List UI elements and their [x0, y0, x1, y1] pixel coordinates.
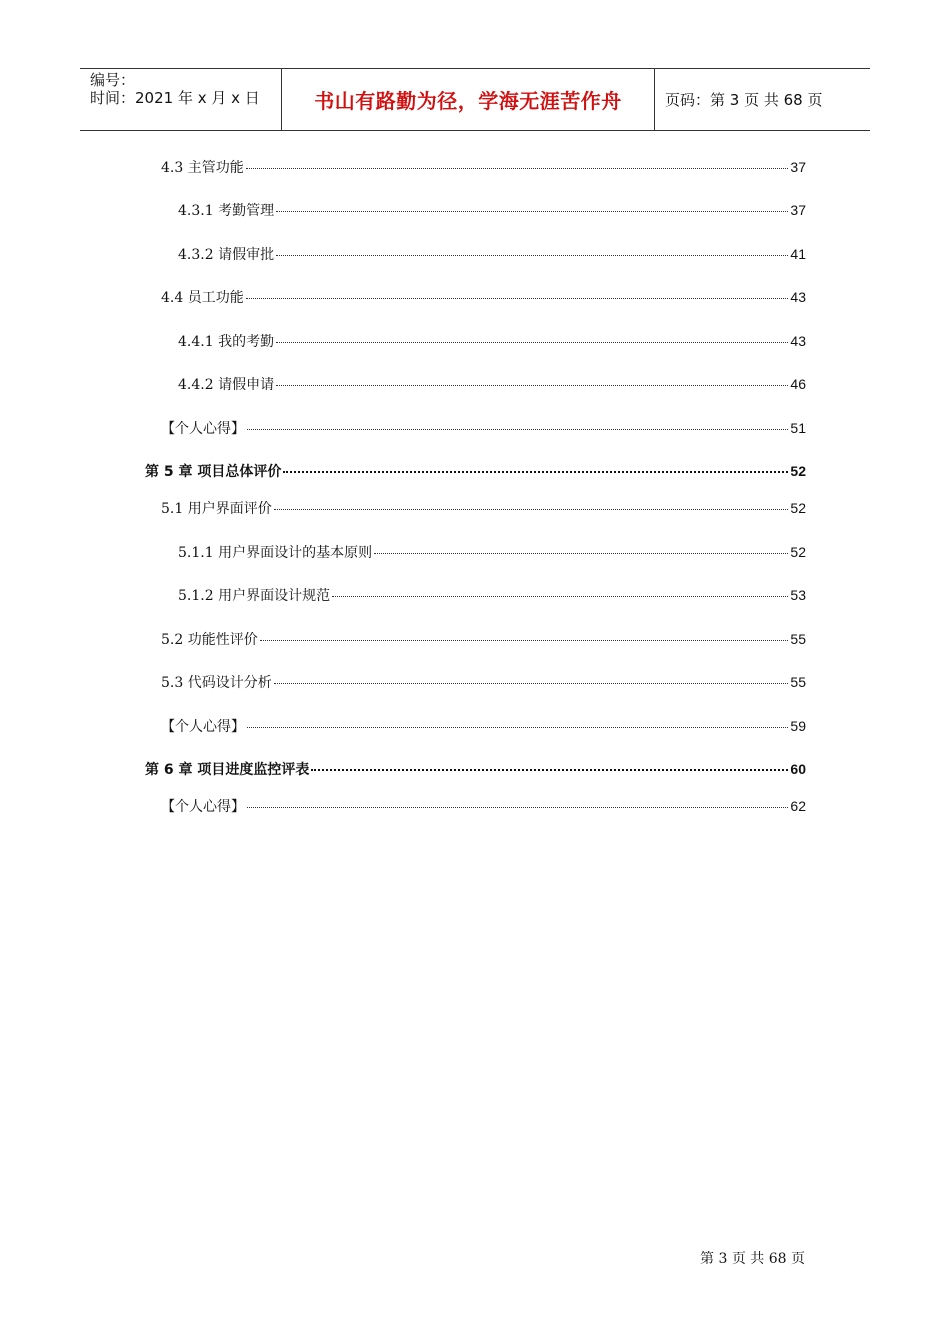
toc-entry-page: 55 — [790, 631, 806, 647]
toc-entry-page: 43 — [790, 333, 806, 349]
toc-entry[interactable] — [161, 419, 806, 438]
toc-entry[interactable] — [161, 630, 806, 649]
page-footer: 第 3 页 共 68 页 — [700, 1251, 805, 1267]
toc-entry[interactable] — [178, 375, 806, 394]
toc-entry[interactable] — [178, 543, 806, 562]
toc-entry-page: 46 — [790, 376, 806, 392]
toc-entry-page: 43 — [790, 289, 806, 305]
toc-dot-leader — [274, 683, 789, 684]
toc-entry-label: 5.3 代码设计分析 — [161, 675, 272, 691]
toc-entry-label: 5.1.1 用户界面设计的基本原则 — [178, 545, 373, 561]
toc-dot-leader — [276, 342, 788, 343]
toc-entry-label: 【个人心得】 — [161, 799, 245, 815]
toc-entry[interactable] — [178, 201, 806, 220]
toc-entry-label: 4.3.1 考勤管理 — [178, 203, 275, 219]
toc-entry-page: 55 — [790, 674, 806, 690]
toc-entry-page: 41 — [790, 246, 806, 262]
toc-entry-page: 52 — [790, 500, 806, 516]
toc-dot-leader — [247, 807, 788, 808]
toc-dot-leader — [283, 471, 788, 473]
toc-entry[interactable] — [161, 797, 806, 816]
toc-dot-leader — [311, 769, 788, 771]
header-motto-cell — [282, 69, 655, 130]
toc-dot-leader — [247, 727, 788, 728]
toc-dot-leader — [246, 168, 789, 169]
toc-dot-leader — [374, 553, 788, 554]
toc-entry-label: 4.4 员工功能 — [161, 290, 244, 306]
toc-dot-leader — [276, 211, 788, 212]
toc-entry[interactable] — [161, 288, 806, 307]
toc-entry[interactable] — [178, 245, 806, 264]
header-time-label: 时间：2021 年 x 月 x 日 — [90, 89, 260, 107]
toc-entry-label: 4.4.2 请假申请 — [178, 377, 275, 393]
toc-entry-label: 5.1 用户界面评价 — [161, 501, 272, 517]
toc-entry-page: 37 — [790, 202, 806, 218]
toc-entry-label: 【个人心得】 — [161, 719, 245, 735]
toc-dot-leader — [332, 596, 788, 597]
toc-entry[interactable] — [145, 760, 806, 779]
toc-entry-page: 52 — [790, 463, 806, 479]
toc-entry-page: 52 — [790, 544, 806, 560]
toc-entry-page: 37 — [790, 159, 806, 175]
toc-entry-page: 62 — [790, 798, 806, 814]
toc-dot-leader — [260, 640, 789, 641]
toc-entry-label: 4.3.2 请假审批 — [178, 247, 275, 263]
toc-entry[interactable] — [178, 332, 806, 351]
header-page-label: 页码：第 3 页 共 68 页 — [665, 91, 823, 109]
toc-entry-label: 【个人心得】 — [161, 421, 245, 437]
toc-entry-page: 60 — [790, 761, 806, 777]
toc-dot-leader — [246, 298, 789, 299]
document-header — [80, 68, 870, 131]
toc-entry-page: 51 — [790, 420, 806, 436]
toc-dot-leader — [276, 385, 788, 386]
toc-entry-label: 4.3 主管功能 — [161, 160, 244, 176]
toc-entry-label: 第 6 章 项目进度监控评表 — [145, 762, 310, 778]
header-info-cell — [80, 69, 282, 130]
toc-entry-label: 第 5 章 项目总体评价 — [145, 464, 282, 480]
toc-entry[interactable] — [161, 673, 806, 692]
toc-entry-label: 5.2 功能性评价 — [161, 632, 258, 648]
header-motto: 书山有路勤为径，学海无涯苦作舟 — [314, 89, 622, 113]
toc-entry[interactable] — [178, 586, 806, 605]
toc-entry-label: 5.1.2 用户界面设计规范 — [178, 588, 331, 604]
toc-dot-leader — [247, 429, 788, 430]
toc-entry[interactable] — [161, 499, 806, 518]
toc-entry[interactable] — [145, 462, 806, 481]
header-number-label: 编号： — [90, 71, 136, 89]
toc-dot-leader — [276, 255, 788, 256]
toc-entry-page: 59 — [790, 718, 806, 734]
toc-entry[interactable] — [161, 717, 806, 736]
toc-entry-page: 53 — [790, 587, 806, 603]
toc-entry[interactable] — [161, 158, 806, 177]
toc-dot-leader — [274, 509, 789, 510]
toc-entry-label: 4.4.1 我的考勤 — [178, 334, 275, 350]
header-page-cell — [655, 69, 870, 130]
